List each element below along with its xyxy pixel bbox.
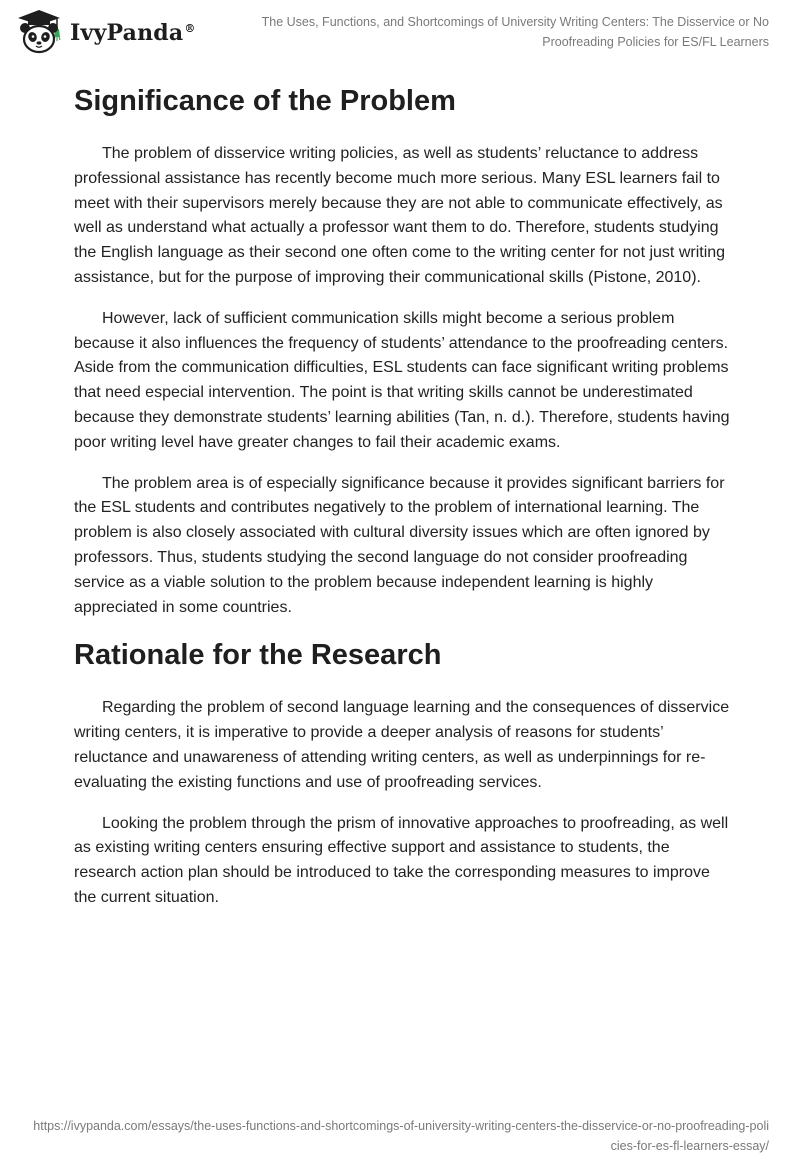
paragraph: Looking the problem through the prism of innovative approaches to proofreading, as well as existing writing centers ensuring effective support and assistance to students, the research action plan should be introduced to take the corresponding measures to improve the current situation. — [74, 814, 729, 906]
paragraph: The problem area is of especially significance because it provides significant barriers for the ESL students and contributes negatively to the problem of international learning. The problem is also closely associated with cultural diversity issues which are often ignored by professors. Thus, students studying the second language do not consider proofreading service as a viable solution to the problem because independent learning is highly appreciated in some countries. — [74, 474, 725, 616]
source-url-link[interactable]: https://ivypanda.com/essays/the-uses-functions-and-shortcomings-of-university-writing-centers-the-disservice-or-no-proofreading-policies-for-es-fl-learners-essay/ — [33, 1119, 769, 1153]
document-title: The Uses, Functions, and Shortcomings of University Writing Centers: The Disservice or No Proofreading Policies for ES/FL Learners — [261, 15, 769, 49]
registered-mark: ® — [184, 21, 196, 35]
section-heading: Rationale for the Research — [74, 639, 442, 672]
section-heading: Significance of the Problem — [74, 85, 456, 117]
brand-logo[interactable] — [12, 6, 196, 58]
brand-name: IvyPanda® — [70, 20, 196, 46]
paragraph: The problem of disservice writing policies, as well as students’ reluctance to address professional assistance has recently become much more serious. Many ESL learners fail to meet with their supervisors merely because they are not able to communicate effectively, as well as understand what actually a professor want them to do. Therefore, students studying the English language as their second one often come to the writing center for not just writing assistance, but for the purpose of improving their communicational skills (Pistone, 2010). — [74, 145, 726, 286]
section-significance — [74, 74, 734, 620]
panda-graduate-icon — [12, 8, 66, 56]
section-rationale — [74, 628, 734, 910]
essay-content — [74, 64, 734, 911]
paragraph: However, lack of sufficient communication skills might become a serious problem because it also influences the frequency of students’ attendance to the proofreading centers. Aside from the communication difficulties, ESL students can face significant writing problems that need especial intervention. The point is that writing skills cannot be underestimated because they demonstrate students’ learning abilities (Tan, n. d.). Therefore, students having poor writing level have greater changes to fail their academic exams. — [74, 309, 730, 451]
paragraph: Regarding the problem of second language learning and the consequences of disservice writing centers, it is imperative to provide a deeper analysis of reasons for students’ reluctance and unawareness of attending writing centers, as well as underpinnings for re-evaluating the existing functions and use of proofreading services. — [74, 699, 730, 791]
